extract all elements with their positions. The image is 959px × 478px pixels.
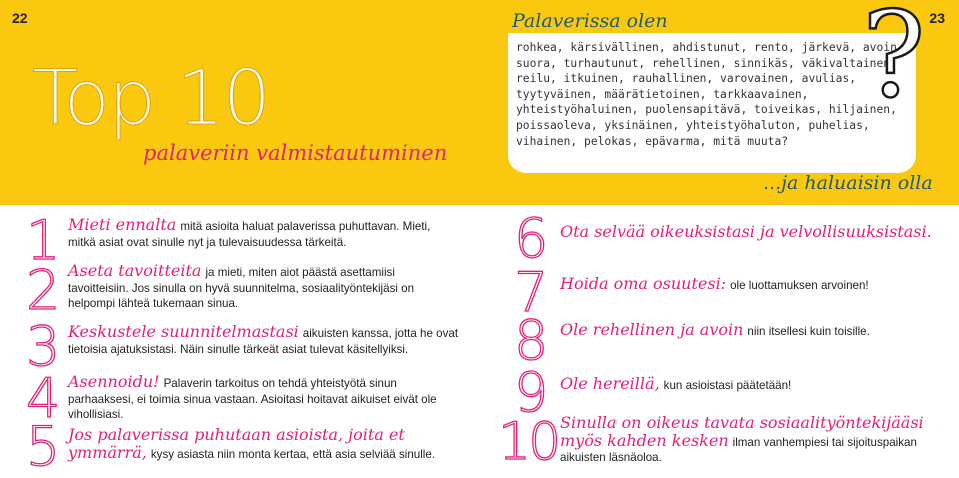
item-text: kun asioistasi päätetään! [663,379,792,392]
page-number-right: 23 [929,10,945,26]
number-1: 1 [26,209,61,272]
adjective-box [508,33,916,173]
item-text: Palaverin tarkoitus on tehdä yhteistyötä sinun parhaaksesi, ei toimia sinua vastaan. Asioitasi hoitavat aikuiset eivät ole vihollisiasi. [68,377,437,422]
number-9: 9 [514,361,549,424]
number-7: 7 [514,261,549,324]
list-item-10 [560,415,940,466]
item-text: aikuisten kanssa, jotta he ovat tietoisia ajatuksistasi. Näin sinulle tärkeät asiat tulevat käsitellyiksi. [68,327,459,356]
number-10: 10 [498,412,559,472]
list-item-9 [560,376,950,394]
page-number-left: 22 [12,10,28,26]
list-item-6 [560,224,950,242]
item-text: mitä asioita haluat palaverissa puhuttavan. Mieti, mitkä asiat ovat sinulle nyt ja tulevaisuudessa tärkeitä. [68,220,431,249]
list-item-5 [68,427,478,462]
item-heading: Ole rehellinen ja avoin [560,320,744,339]
item-heading: Hoida oma osuutesi: [560,274,727,293]
list-item-8 [560,322,950,340]
page-title: Top 10 [32,53,270,142]
item-heading: Aseta tavoitteita [68,261,202,280]
item-text: ja mieti, miten aiot päästä asettamiisi tavoitteisiin. Jos sinulla on hyvä suunnitelma, sosiaalityöntekijäsi on helpompi lähteä tukemaan sinua. [68,266,415,311]
number-4: 4 [26,367,61,430]
item-heading: Keskustele suunnitelmastasi [68,322,299,341]
box-title: Palaverissa olen [512,10,668,32]
list-item-2 [68,263,428,312]
item-text: niin itsellesi kuin toisille. [747,325,870,338]
number-6: 6 [514,207,549,270]
page-subtitle: palaveriin valmistautuminen [143,141,448,165]
list-item-1 [68,217,448,250]
item-text: ole luottamuksen arvoinen! [730,279,869,292]
item-heading: Sinulla on oikeus tavata sosiaalityöntekijääsi myös kahden kesken [560,413,924,450]
question-mark-icon: ? [862,0,926,124]
item-heading: Mieti ennalta [68,215,177,234]
number-5: 5 [26,415,61,478]
item-heading: Ole hereillä, [560,374,660,393]
number-3: 3 [26,315,61,378]
item-text: ilman vanhempiesi tai sijoituspaikan aikuisten läsnäoloa. [560,435,917,465]
number-2: 2 [26,259,61,322]
item-heading: Jos palaverissa puhutaan asioista, joita et ymmärrä, [68,425,405,462]
item-heading: Asennoidu! [68,372,160,391]
adjective-list: rohkea, kärsivällinen, ahdistunut, rento, järkevä, avoin, suora, turhautunut, rehellinen, sinnikäs, väkivaltainen, reilu, itkuinen, rauhallinen, varovainen, avulias, tyytyväinen, määrätietoinen, tarkkaavainen, yhteistyöhaluinen, puolensapitävä, toiveikas, hiljainen, poissaoleva, yksinäinen, yhteistyöhaluton, puhelias, vihainen, pelokas, epävarma, mitä muuta? [516,41,904,148]
item-heading: Ota selvää oikeuksistasi ja velvollisuuksistasi. [560,222,932,241]
item-text: kysy asiasta niin monta kertaa, että asia selviää sinulle. [150,447,436,461]
want-heading: ...ja haluaisin olla [763,172,933,194]
list-item-3 [68,324,468,357]
list-item-4 [68,374,438,423]
number-8: 8 [514,309,549,372]
list-item-7 [560,276,950,294]
